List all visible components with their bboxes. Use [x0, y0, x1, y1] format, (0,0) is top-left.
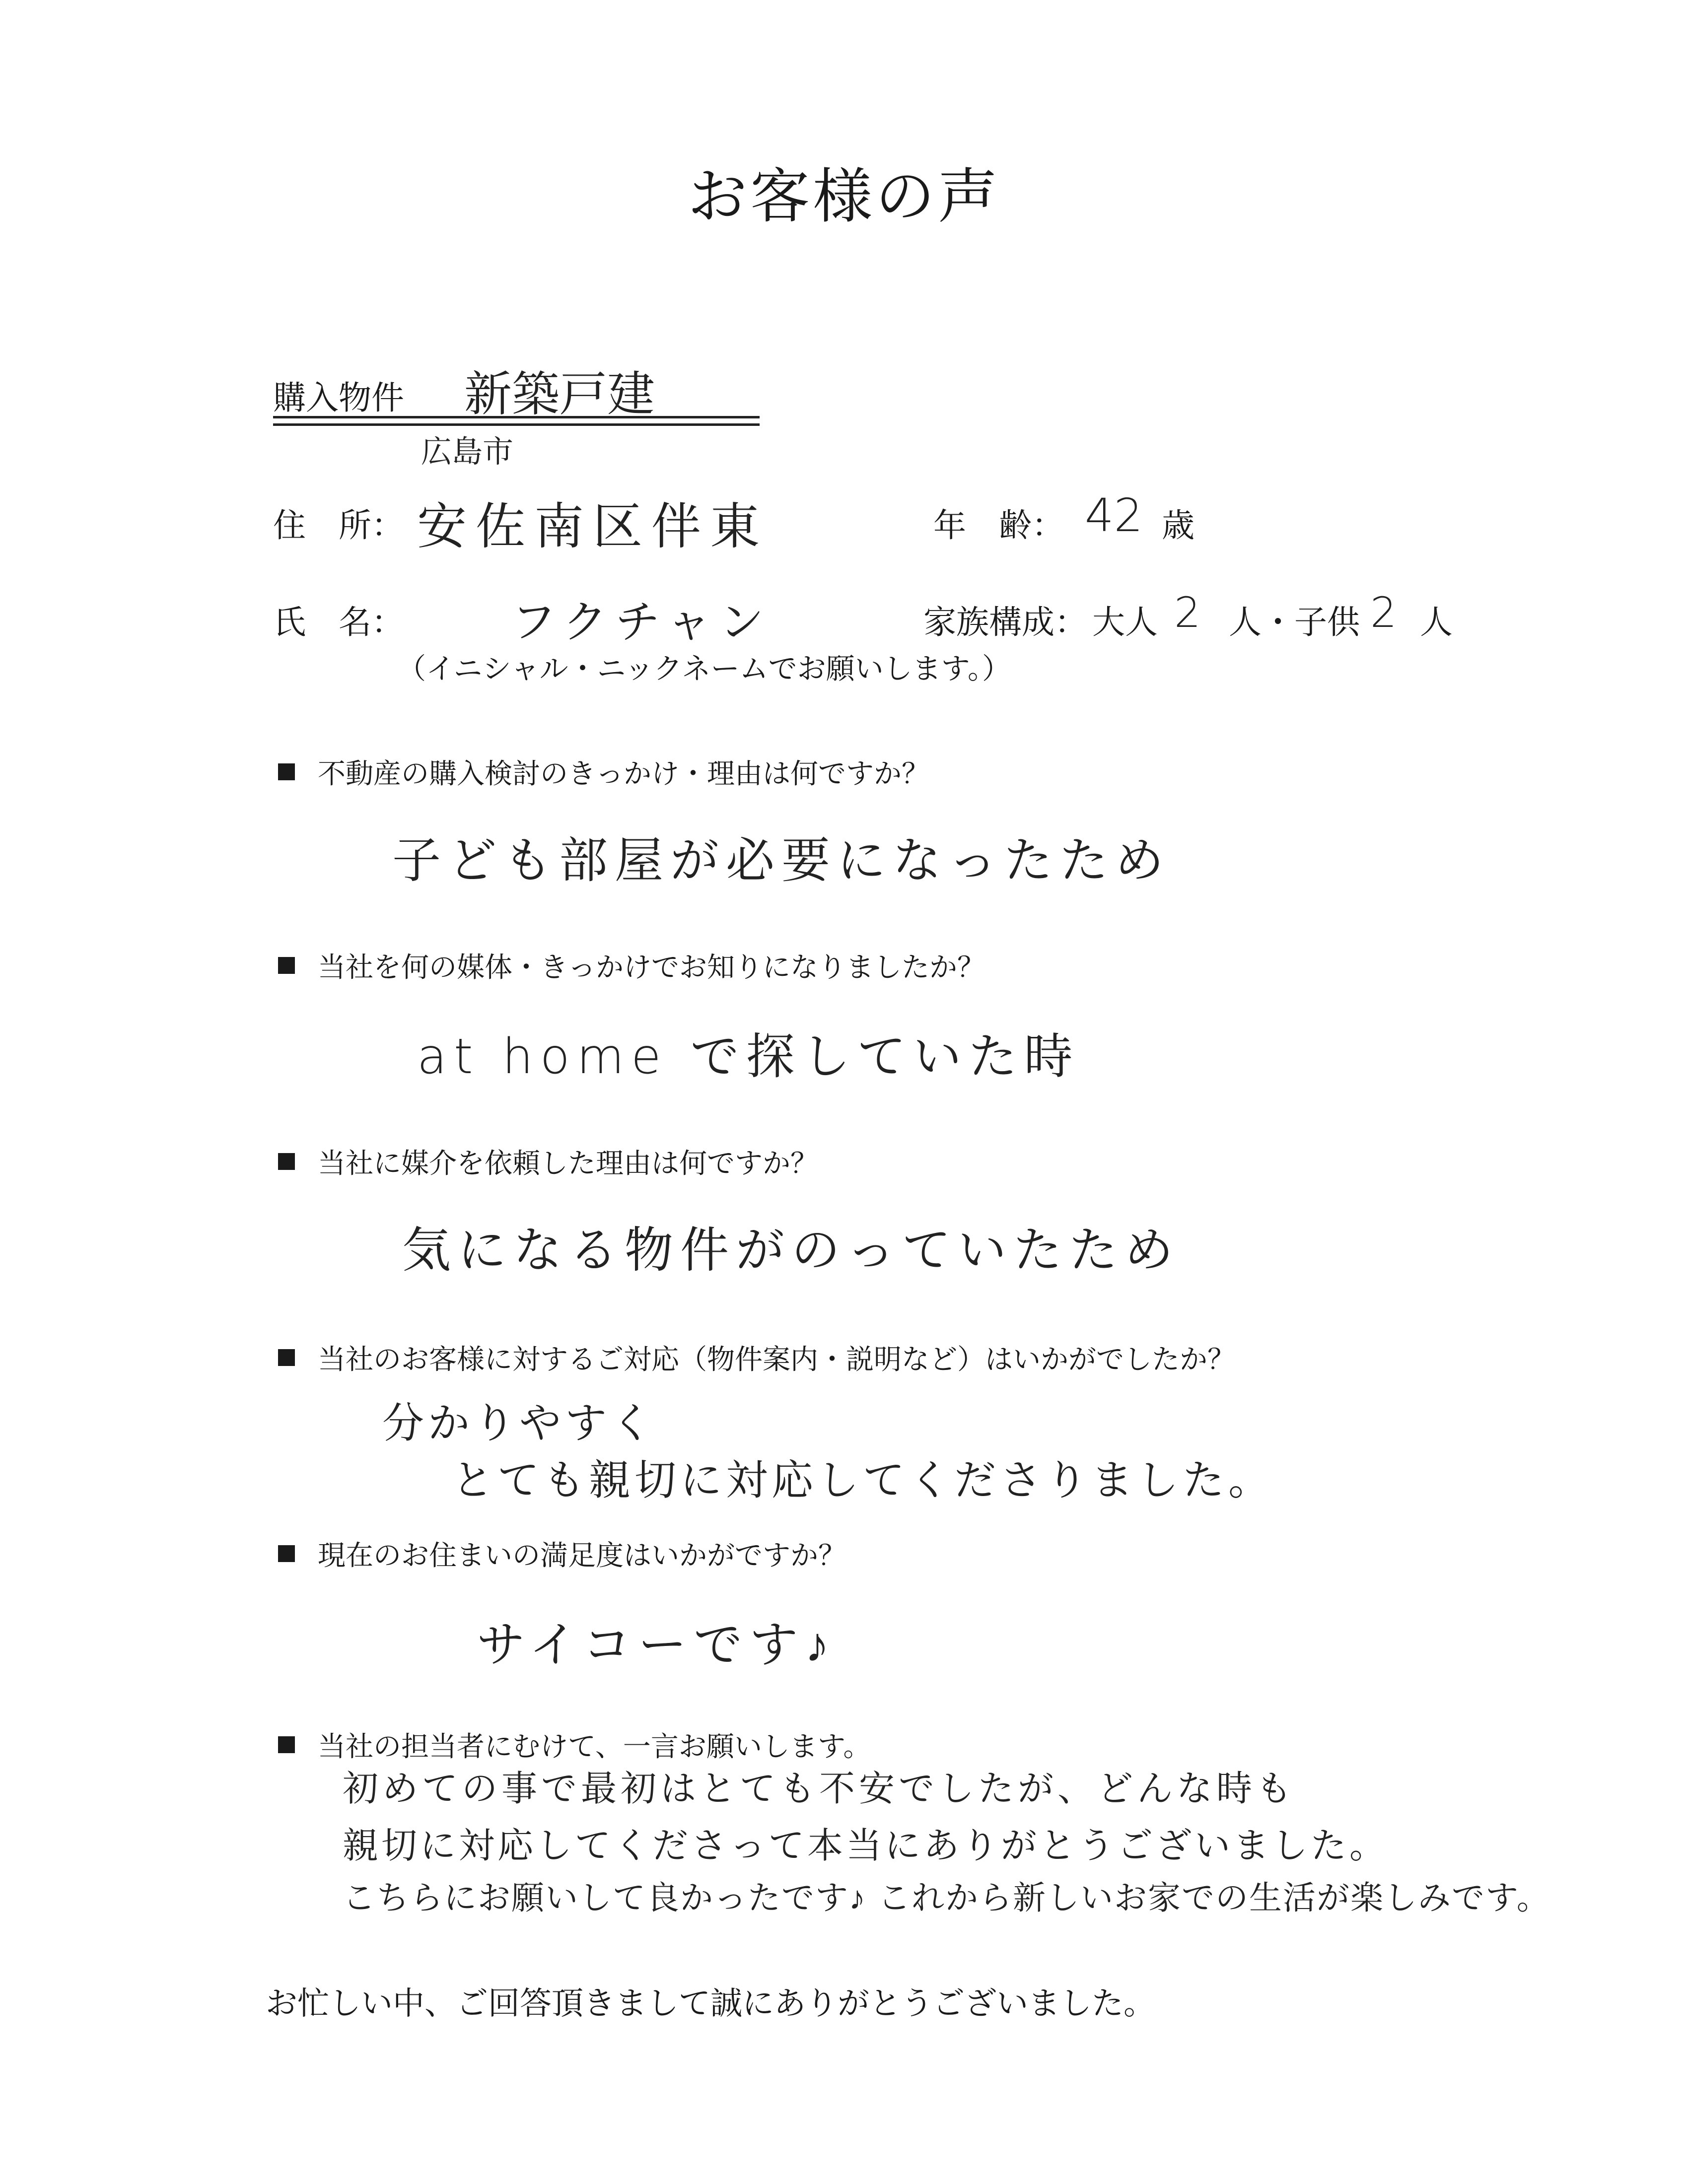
- age-label: 年 齢：: [933, 506, 1064, 545]
- page-title: お客様の声: [688, 162, 1000, 231]
- answer-4-line-2: とても親切に対応してくださりました。: [452, 1456, 1274, 1504]
- question-1-text: 不動産の購入検討のきっかけ・理由は何ですか？: [318, 758, 929, 790]
- property-underline: [273, 416, 760, 426]
- answer-1: 子ども部屋が必要になったため: [392, 832, 1171, 889]
- family-child-label: 人・子供: [1229, 603, 1360, 641]
- question-6: [278, 1725, 871, 1765]
- age-value: 42: [1085, 489, 1143, 542]
- property-value: 新築戸建: [464, 366, 655, 422]
- answer-6-line-2: 親切に対応してくださって本当にありがとうございました。: [343, 1825, 1389, 1866]
- bullet-square-icon: [278, 957, 295, 974]
- question-3: [278, 1142, 818, 1181]
- bullet-square-icon: [278, 1349, 295, 1366]
- age-unit: 歳: [1162, 506, 1195, 545]
- question-4-text: 当社のお客様に対するご対応（物件案内・説明など）はいかがでしたか？: [318, 1344, 1235, 1376]
- family-unit: 人: [1420, 603, 1453, 641]
- answer-2: at home で探していた時: [417, 1028, 1080, 1085]
- answer-6-line-1: 初めての事で最初はとても不安でしたが、どんな時も: [343, 1768, 1296, 1809]
- answer-5: サイコーです♪: [477, 1617, 837, 1673]
- address-value: 安佐南区伴東: [417, 497, 769, 555]
- bullet-square-icon: [278, 763, 295, 780]
- question-1: [278, 752, 929, 792]
- family-label: 家族構成：: [923, 603, 1087, 641]
- answer-4-line-1: 分かりやすく: [382, 1399, 657, 1447]
- question-2-text: 当社を何の媒体・きっかけでお知りになりましたか？: [318, 952, 985, 984]
- question-2: [278, 946, 985, 985]
- bullet-square-icon: [278, 1545, 295, 1562]
- address-city-note: 広島市: [421, 433, 514, 470]
- name-value: フクチャン: [511, 596, 772, 648]
- bullet-square-icon: [278, 1153, 295, 1170]
- name-note: （イニシャル・ニックネームでお願いします。）: [397, 652, 1011, 685]
- question-4: [278, 1338, 1235, 1377]
- question-6-text: 当社の担当者にむけて、一言お願いします。: [318, 1731, 871, 1763]
- question-3-text: 当社に媒介を依頼した理由は何ですか？: [318, 1148, 818, 1180]
- question-5-text: 現在のお住まいの満足度はいかがですか？: [318, 1540, 846, 1572]
- bullet-square-icon: [278, 1736, 295, 1753]
- family-children: 2: [1370, 588, 1397, 637]
- property-label: 購入物件: [273, 379, 404, 417]
- address-label: 住 所：: [273, 506, 404, 545]
- closing-message: お忙しい中、ご回答頂きまして誠にありがとうございました。: [266, 1985, 1155, 2022]
- answer-6-line-3: こちらにお願いして良かったです♪ これから新しいお家での生活が楽しみです。: [343, 1879, 1550, 1917]
- name-label: 氏 名：: [273, 603, 404, 641]
- question-5: [278, 1534, 846, 1573]
- family-adult-label: 大人: [1092, 603, 1158, 641]
- family-adults: 2: [1174, 588, 1201, 637]
- answer-3: 気になる物件がのっていたため: [402, 1222, 1181, 1279]
